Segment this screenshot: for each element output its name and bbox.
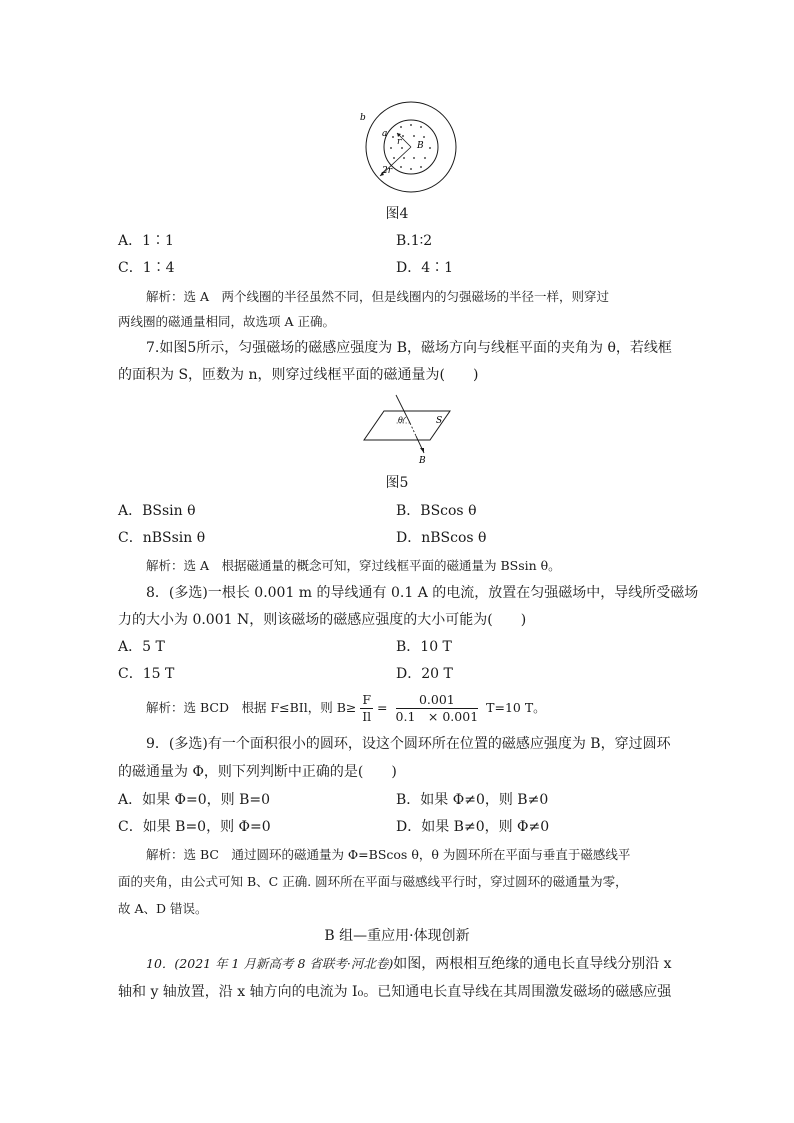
q7-analysis: 解析：选 A 根据磁通量的概念可知，穿过线框平面的磁通量为 BSsin θ。 bbox=[146, 558, 561, 573]
q10-source: 10．(2021 年 1 月新高考 8 省联考·河北卷) bbox=[146, 956, 394, 971]
q9-stem-line2: 的磁通量为 Φ，则下列判断中正确的是( ) bbox=[118, 764, 397, 780]
q8-option-c: C．15 T bbox=[118, 666, 175, 682]
q7-stem-line1: 7.如图5所示，匀强磁场的磁感应强度为 B，磁场方向与线框平面的夹角为 θ，若线框 bbox=[146, 340, 672, 356]
q8-frac1-num: F bbox=[362, 692, 372, 707]
q7-option-d: D．nBScos θ bbox=[396, 530, 487, 546]
q8-frac1-den: Il bbox=[362, 709, 372, 724]
q10-stem-line1 bbox=[146, 954, 672, 974]
q6-analysis-line2: 两线圈的磁通量相同，故选项 A 正确。 bbox=[118, 314, 335, 329]
q8-frac2-num: 0.001 bbox=[396, 692, 479, 709]
q9-option-c: C．如果 B=0，则 Φ=0 bbox=[118, 819, 271, 835]
q9-analysis-line1: 解析：选 BC 通过圆环的磁通量为 Φ=BScos θ，θ 为圆环所在平面与垂直于磁感线平 bbox=[146, 847, 631, 862]
q6-option-d: D．4∶1 bbox=[396, 260, 454, 276]
q9-option-d: D．如果 B≠0，则 Φ≠0 bbox=[396, 819, 550, 835]
q8-equals: = bbox=[377, 700, 388, 715]
q8-option-d: D．20 T bbox=[396, 666, 453, 682]
figure4-label-B: B bbox=[417, 141, 424, 151]
q10-stem-line2: 轴和 y 轴放置，沿 x 轴方向的电流为 I₀。已知通电长直导线在其周围激发磁场的磁感应强 bbox=[118, 984, 672, 1000]
figure5-diagram bbox=[360, 393, 456, 465]
figure4-diagram bbox=[354, 92, 474, 204]
q8-analysis-suffix: T=10 T。 bbox=[486, 700, 546, 715]
figure5-label-theta: θ bbox=[398, 416, 403, 425]
q8-fraction-F-over-Il bbox=[360, 692, 373, 725]
q10-stem-line1-rest: 如图，两根相互绝缘的通电长直导线分别沿 x bbox=[393, 956, 672, 972]
q9-analysis-line2: 面的夹角，由公式可知 B、C 正确. 圆环所在平面与磁感线平行时，穿过圆环的磁通量为零， bbox=[118, 874, 628, 889]
q8-stem-line2: 力的大小为 0.001 N，则该磁场的磁感应强度的大小可能为( ) bbox=[118, 612, 527, 628]
q8-option-a: A．5 T bbox=[118, 639, 165, 655]
q9-option-a: A．如果 Φ=0，则 B=0 bbox=[118, 792, 271, 808]
q6-analysis-line1: 解析：选 A 两个线圈的半径虽然不同，但是线圈内的匀强磁场的半径一样，则穿过 bbox=[146, 289, 610, 304]
q7-option-a: A．BSsin θ bbox=[118, 503, 196, 519]
q8-stem-line1: 8．(多选)一根长 0.001 m 的导线通有 0.1 A 的电流，放置在匀强磁场中，导线所受磁场 bbox=[146, 585, 699, 601]
q8-option-b: B．10 T bbox=[396, 639, 452, 655]
figure4-label-r: r bbox=[397, 137, 402, 147]
q9-option-b: B．如果 Φ≠0，则 B≠0 bbox=[396, 792, 549, 808]
figure4-caption: 图4 bbox=[385, 206, 409, 222]
q6-option-c: C．1∶4 bbox=[118, 260, 175, 276]
figure4-label-2r: 2r bbox=[382, 166, 393, 176]
figure4-label-a: a bbox=[382, 129, 388, 139]
q9-analysis-line3: 故 A、D 错误。 bbox=[118, 901, 208, 916]
q6-option-b: B.1∶2 bbox=[396, 233, 433, 249]
q8-fraction-value bbox=[396, 692, 479, 725]
section-b-title: B 组—重应用·体现创新 bbox=[324, 928, 470, 944]
figure5-caption: 图5 bbox=[385, 475, 409, 491]
q7-option-b: B．BScos θ bbox=[396, 503, 477, 519]
q7-stem-line2: 的面积为 S，匝数为 n，则穿过线框平面的磁通量为( ) bbox=[118, 367, 479, 383]
q8-frac2-den: 0.1 × 0.001 bbox=[395, 709, 479, 724]
q9-stem-line1: 9．(多选)有一个面积很小的圆环，设这个圆环所在位置的磁感应强度为 B，穿过圆环 bbox=[146, 736, 671, 752]
figure5-label-S: S bbox=[436, 416, 443, 426]
figure4-label-b: b bbox=[360, 113, 366, 123]
figure5-label-B: B bbox=[419, 456, 426, 465]
q8-analysis-prefix: 解析：选 BCD 根据 F≤BIl，则 B≥ bbox=[146, 700, 357, 715]
q8-analysis bbox=[146, 690, 546, 726]
q7-option-c: C．nBSsin θ bbox=[118, 530, 206, 546]
q6-option-a: A．1∶1 bbox=[118, 233, 174, 249]
